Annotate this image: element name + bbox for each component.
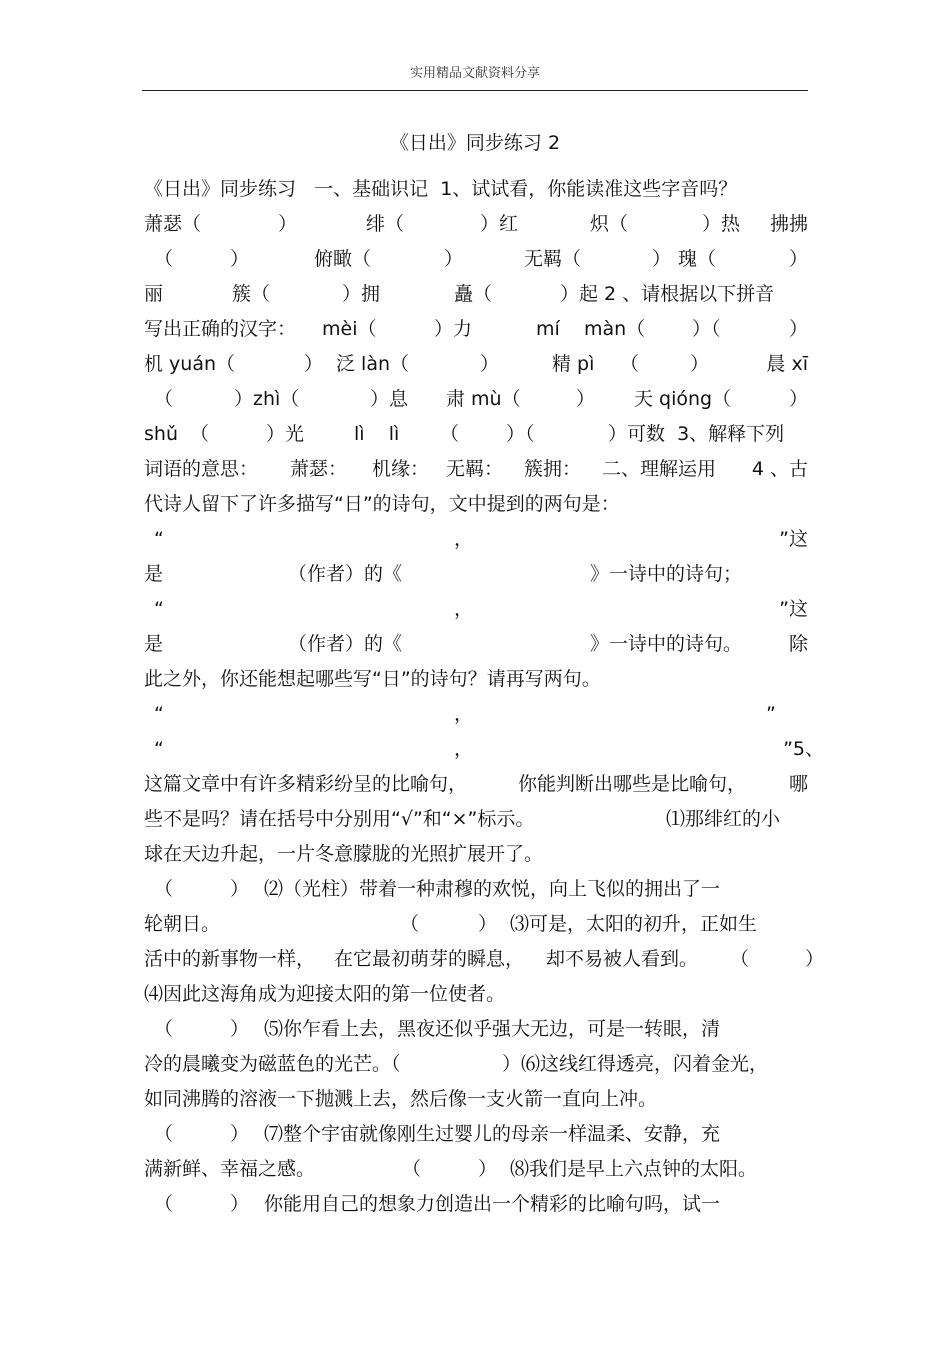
text-segment: ） [652, 248, 672, 270]
exercise-body [144, 172, 824, 1222]
text-segment: 簇拥： [524, 458, 582, 480]
text-segment: ）光 [266, 423, 305, 445]
text-line [144, 277, 808, 312]
text-line [144, 1082, 808, 1117]
text-segment: ）（ [692, 318, 721, 340]
text-segment: ”这 [779, 598, 808, 620]
text-segment: ） [230, 1193, 250, 1215]
text-segment: 天 qióng（ [634, 388, 732, 410]
text-line [144, 1117, 808, 1152]
text-segment: 此之外，你还能想起哪些写“日”的诗句？请再写两句。 [144, 668, 601, 690]
text-line [144, 802, 808, 837]
text-segment: “ [154, 598, 164, 620]
text-segment: ） [788, 388, 808, 410]
text-segment: ）起 2 、请根据以下拼音 [560, 283, 775, 305]
text-segment: ） [230, 248, 250, 270]
text-segment: 丽 [144, 283, 164, 305]
text-segment: ”这 [779, 528, 808, 550]
text-segment: 满新鲜、幸福之感。 [144, 1158, 316, 1180]
text-segment: ， [454, 703, 474, 725]
text-segment: 俯瞰（ [314, 248, 372, 270]
text-segment: ⑻我们是早上六点钟的太阳。 [510, 1158, 758, 1180]
text-segment: ）热 [702, 213, 741, 235]
text-line [144, 697, 808, 732]
text-segment: 《日出》同步练习 一、基础识记 1、试试看，你能读准这些字音吗？ [144, 178, 738, 200]
text-segment: 萧瑟： [290, 458, 348, 480]
text-line [144, 662, 808, 697]
text-line [144, 312, 808, 347]
text-segment: 冷的晨曦变为磁蓝色的光芒。（ [144, 1053, 401, 1075]
text-segment: ， [454, 598, 474, 620]
text-segment: （作者）的《 [288, 563, 403, 585]
text-segment: ⑴那绯红的小 [666, 808, 781, 830]
text-segment: “ [154, 528, 164, 550]
text-line [144, 1047, 808, 1082]
text-segment: ） [304, 353, 324, 375]
text-segment: 炽（ [590, 213, 629, 235]
text-segment: （ [620, 353, 640, 375]
text-segment: ” [766, 703, 776, 725]
text-line [144, 242, 808, 277]
text-segment: ）力 [434, 318, 473, 340]
text-line [144, 557, 808, 592]
text-segment: （ [154, 1193, 174, 1215]
text-segment: 哪 [788, 773, 808, 795]
text-line [144, 872, 808, 907]
text-segment: “ [154, 738, 164, 760]
text-segment: 4 、古 [751, 458, 808, 480]
text-segment: ”5、 [783, 738, 824, 760]
text-segment: 》一诗中的诗句； [590, 563, 743, 585]
text-segment: 写出正确的汉字： [144, 318, 297, 340]
text-segment: 词语的意思： [144, 458, 259, 480]
text-segment: 活中的新事物一样， [144, 948, 316, 970]
text-segment: 机缘： [372, 458, 430, 480]
text-segment: ） [230, 1123, 250, 1145]
text-segment: ）红 [480, 213, 519, 235]
text-segment: 如同沸腾的溶液一下抛溅上去，然后像一支火箭一直向上冲。 [144, 1088, 658, 1110]
text-segment: ⑵（光柱）带着一种肃穆的欢悦，向上飞似的拥出了一 [264, 878, 721, 900]
text-segment: ） [478, 913, 498, 935]
text-segment: （ [154, 388, 174, 410]
text-segment: 这篇文章中有许多精彩纷呈的比喻句， [144, 773, 468, 795]
text-segment: ） [230, 1018, 250, 1040]
text-line [144, 487, 808, 522]
text-segment: 球在天边升起，一片冬意朦胧的光照扩展开了。 [144, 843, 544, 865]
text-segment: mí màn（ [536, 318, 646, 340]
text-segment: ） [788, 248, 808, 270]
text-segment: 你能判断出哪些是比喻句， [518, 773, 747, 795]
text-segment: ）息 [370, 388, 409, 410]
text-segment: 绯（ [366, 213, 405, 235]
text-line [144, 172, 808, 207]
text-segment: （ [154, 1018, 174, 1040]
text-segment: ） [278, 213, 298, 235]
text-segment: ） [690, 353, 710, 375]
text-line [144, 522, 808, 557]
text-segment: 拂拂 [769, 213, 808, 235]
text-segment: “ [154, 703, 164, 725]
text-segment: （作者）的《 [288, 633, 403, 655]
text-line [144, 1187, 808, 1222]
text-segment: ， [454, 738, 474, 760]
text-segment: （ [730, 948, 750, 970]
text-segment: ⑸你乍看上去，黑夜还似乎强大无边，可是一转眼，清 [264, 1018, 721, 1040]
text-segment: ） [230, 878, 250, 900]
text-segment: 晨 xī [766, 353, 808, 375]
text-line [144, 207, 808, 242]
text-segment: ⑷因此这海角成为迎接太阳的第一位使者。 [144, 983, 506, 1005]
text-segment: ） [576, 388, 596, 410]
header-rule [142, 90, 808, 91]
text-segment: ） [788, 318, 808, 340]
page-header: 实用精品文献资料分享 [409, 66, 540, 81]
text-segment: （ [440, 423, 460, 445]
text-segment: 》一诗中的诗句。 [590, 633, 743, 655]
text-segment: （ [400, 913, 420, 935]
text-segment: mèi（ [322, 318, 377, 340]
text-segment: 除 [788, 633, 808, 655]
text-segment: ）可数 3、解释下列 [608, 423, 785, 445]
text-segment: 代诗人留下了许多描写“日”的诗句，文中提到的两句是： [144, 493, 620, 515]
text-segment: ）（ [506, 423, 535, 445]
text-segment: 无羁： [446, 458, 504, 480]
text-segment: 是 [144, 563, 164, 585]
text-line [144, 347, 808, 382]
text-segment: ）⑹这线红得透亮，闪着金光， [502, 1053, 769, 1075]
text-segment: 你能用自己的想象力创造出一个精彩的比喻句吗，试一 [264, 1193, 721, 1215]
text-line [144, 732, 824, 767]
text-segment: 肃 mù（ [446, 388, 521, 410]
text-segment: ） [804, 948, 824, 970]
text-line [144, 1152, 808, 1187]
text-segment: （ [402, 1158, 422, 1180]
text-segment: ） [444, 248, 464, 270]
text-segment: 是 [144, 633, 164, 655]
text-segment: ， [454, 528, 474, 550]
text-line [144, 837, 808, 872]
text-line [144, 417, 808, 452]
text-segment: ）zhì（ [234, 388, 300, 410]
text-segment: （ [154, 248, 174, 270]
text-line [144, 942, 824, 977]
text-segment: shǔ （ [144, 423, 210, 445]
text-segment: 些不是吗？请在括号中分别用“√”和“×”标示。 [144, 808, 535, 830]
text-segment: 瑰（ [678, 248, 717, 270]
text-segment: ） [480, 353, 500, 375]
text-line [144, 452, 808, 487]
text-segment: （ [154, 878, 174, 900]
text-segment: 轮朝日。 [144, 913, 221, 935]
text-segment: 精 pì [552, 353, 595, 375]
text-segment: lì lì [354, 423, 400, 445]
document-title: 《日出》同步练习 2 [389, 132, 561, 154]
text-line [144, 382, 808, 417]
text-segment: ⑶可是，太阳的初升，正如生 [510, 913, 758, 935]
text-line [144, 1012, 808, 1047]
text-segment: ）拥 [342, 283, 381, 305]
text-line [144, 627, 808, 662]
text-segment: ⑺整个宇宙就像刚生过婴儿的母亲一样温柔、安静，充 [264, 1123, 721, 1145]
text-line [144, 592, 808, 627]
text-segment: 簇（ [232, 283, 271, 305]
text-segment: 机 yuán（ [144, 353, 236, 375]
text-segment: 泛 làn（ [336, 353, 410, 375]
text-segment: ） [478, 1158, 498, 1180]
text-segment: 二、理解运用 [602, 458, 717, 480]
text-line [144, 907, 808, 942]
text-segment: （ [154, 1123, 174, 1145]
text-segment: 无羁（ [524, 248, 582, 270]
text-segment: 矗（ [454, 283, 493, 305]
text-segment: 在它最初萌芽的瞬息， [334, 948, 525, 970]
text-line [144, 977, 808, 1012]
text-line [144, 767, 808, 802]
text-segment: 却不易被人看到。 [546, 948, 699, 970]
text-segment: 萧瑟（ [144, 213, 202, 235]
